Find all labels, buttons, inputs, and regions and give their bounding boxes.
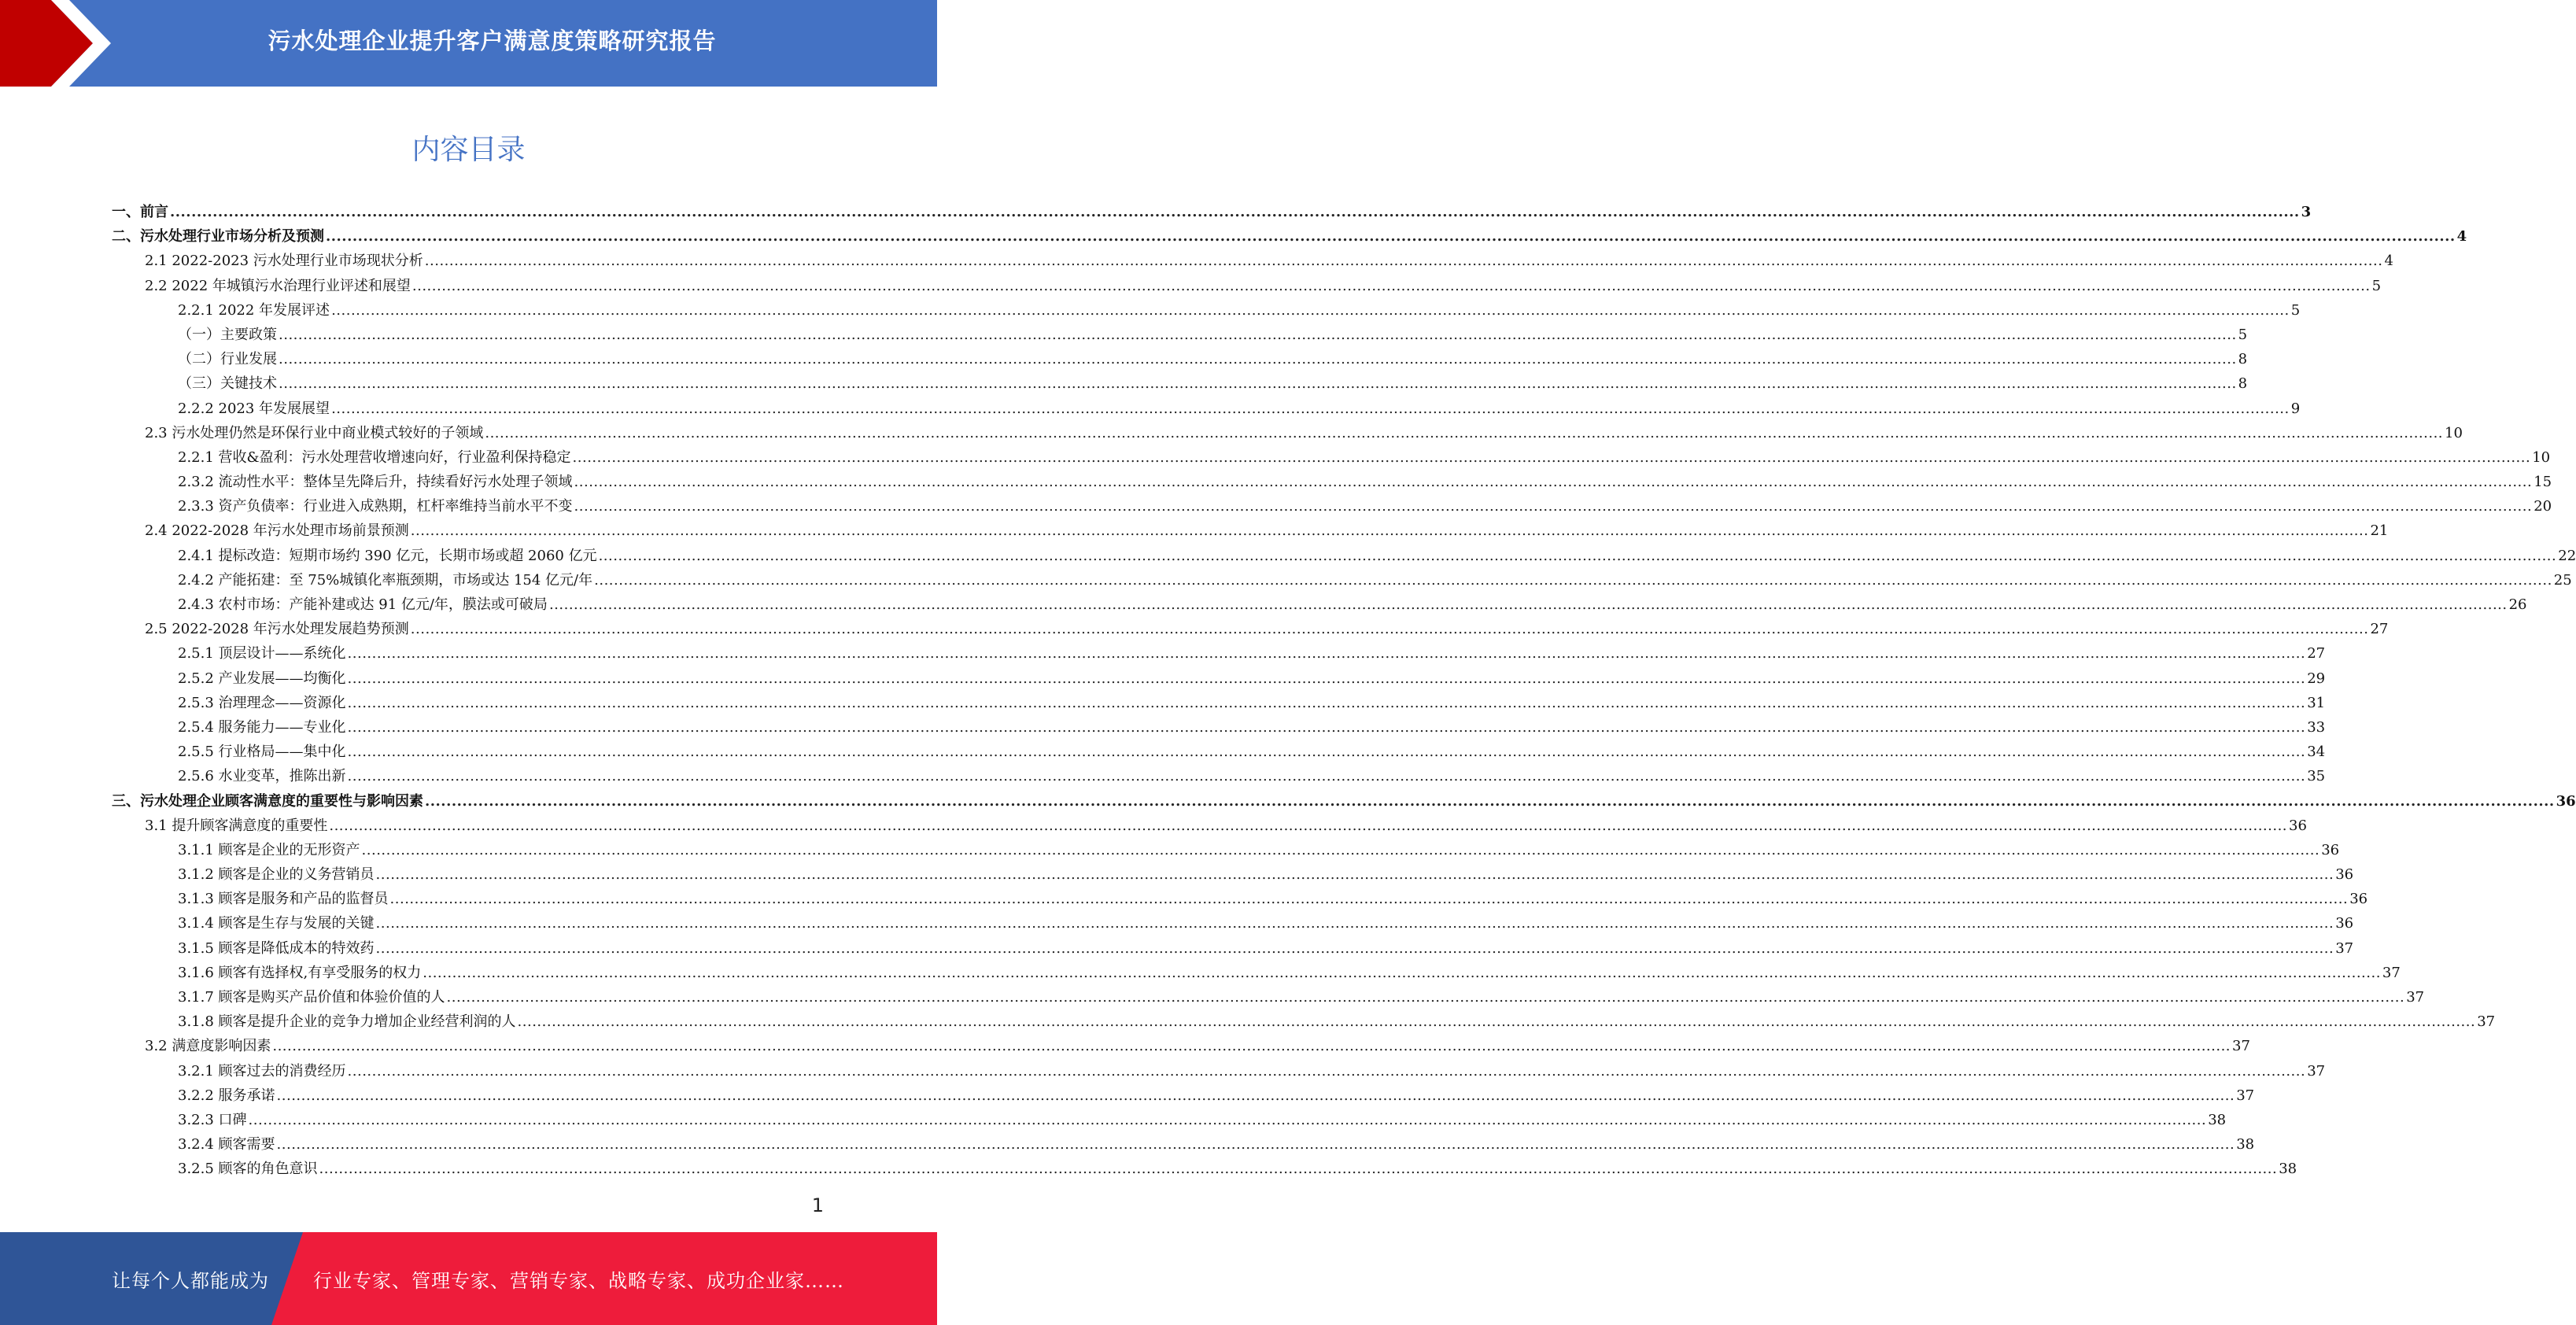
toc-entry[interactable]	[112, 1034, 2250, 1058]
toc-entry-page: 35	[2307, 768, 2326, 785]
toc-entry[interactable]	[112, 641, 2326, 666]
toc-entry[interactable]	[112, 936, 2354, 961]
toc-entry-page: 37	[2232, 1038, 2250, 1055]
toc-entry-title: 2.2.1 营收&盈利：污水处理营收增速向好，行业盈利保持稳定	[178, 448, 571, 466]
toc-entry[interactable]	[112, 1083, 2255, 1108]
toc-entry[interactable]	[112, 592, 2527, 617]
toc-entry[interactable]	[112, 421, 2463, 445]
toc-entry-page: 10	[2445, 424, 2463, 441]
toc-entry-title: 3.1.5 顾客是降低成本的特效药	[178, 939, 375, 957]
toc-entry-page: 3	[2301, 204, 2312, 220]
toc-entry-page: 37	[2382, 964, 2401, 981]
toc-entry[interactable]	[112, 764, 2326, 788]
toc-entry[interactable]	[112, 911, 2354, 936]
toc-leader-dots: ................................................................................................................................................................................................................................................................................................................................................................................................................	[347, 1062, 2306, 1080]
toc-entry[interactable]	[112, 862, 2354, 887]
toc-entry-title: 3.1 提升顾客满意度的重要性	[145, 817, 328, 834]
toc-heading: 内容目录	[411, 134, 526, 166]
page-footer	[0, 1232, 937, 1325]
toc-entry-page: 27	[2370, 621, 2389, 638]
toc-entry-title: （一）主要政策	[178, 326, 277, 343]
toc-entry-title: 3.1.8 顾客是提升企业的竞争力增加企业经营利润的人	[178, 1013, 516, 1031]
toc-entry-page: 37	[2307, 1062, 2326, 1080]
toc-entry-title: 2.2 2022 年城镇污水治理行业评述和展望	[145, 277, 411, 294]
footer-slogan-right: 行业专家、管理专家、营销专家、战略专家、成功企业家……	[313, 1269, 844, 1292]
toc-entry-title: 2.2.2 2023 年发展展望	[178, 400, 330, 417]
toc-leader-dots: ................................................................................................................................................................................................................................................................................................................................................................................................................	[425, 792, 2555, 810]
footer-slogan-left: 让每个人都能成为	[112, 1269, 269, 1292]
toc-entry-page: 25	[2553, 571, 2572, 589]
toc-entry-page: 31	[2307, 694, 2326, 711]
toc-entry-title: 3.1.6 顾客有选择权,有享受服务的权力	[178, 964, 422, 981]
toc-leader-dots: ................................................................................................................................................................................................................................................................................................................................................................................................................	[517, 1013, 2476, 1031]
toc-entry-page: 37	[2406, 989, 2425, 1006]
toc-entry-title: 三、污水处理企业顾客满意度的重要性与影响因素	[112, 792, 423, 810]
toc-entry[interactable]	[112, 544, 2576, 568]
toc-leader-dots: ................................................................................................................................................................................................................................................................................................................................................................................................................	[594, 571, 2552, 589]
toc-entry-page: 8	[2238, 351, 2248, 368]
toc-entry-title: 3.1.1 顾客是企业的无形资产	[178, 841, 360, 858]
toc-entry[interactable]	[112, 224, 2467, 249]
toc-entry-title: 3.2 满意度影响因素	[145, 1038, 271, 1055]
toc-entry-page: 4	[2456, 228, 2467, 245]
toc-entry[interactable]	[112, 617, 2389, 641]
toc-leader-dots: ................................................................................................................................................................................................................................................................................................................................................................................................................	[389, 891, 2349, 908]
toc-entry-page: 38	[2236, 1136, 2255, 1153]
toc-leader-dots: ................................................................................................................................................................................................................................................................................................................................................................................................................	[548, 596, 2508, 613]
toc-entry[interactable]	[112, 371, 2248, 396]
toc-leader-dots: ................................................................................................................................................................................................................................................................................................................................................................................................................	[361, 841, 2320, 858]
toc-entry-title: 3.2.5 顾客的角色意识	[178, 1161, 318, 1178]
toc-entry-title: 2.5.3 治理理念——资源化	[178, 694, 346, 711]
toc-entry-title: 2.3.2 流动性水平：整体呈先降后升，持续看好污水处理子领域	[178, 474, 573, 491]
toc-entry-title: 2.4.1 提标改造：短期市场约 390 亿元，长期市场或超 2060 亿元	[178, 547, 597, 564]
toc-entry[interactable]	[112, 666, 2326, 691]
toc-entry-title: 2.1 2022-2023 污水处理行业市场现状分析	[145, 253, 423, 270]
toc-entry[interactable]	[112, 1132, 2255, 1157]
toc-entry[interactable]	[112, 519, 2389, 543]
toc-entry[interactable]	[112, 691, 2326, 715]
toc-entry[interactable]	[112, 961, 2401, 985]
toc-entry-title: 2.5.4 服务能力——专业化	[178, 718, 346, 736]
toc-entry-title: 2.3 污水处理仍然是环保行业中商业模式较好的子领域	[145, 424, 484, 441]
toc-entry[interactable]	[112, 200, 2312, 224]
toc-leader-dots: ................................................................................................................................................................................................................................................................................................................................................................................................................	[411, 277, 2371, 294]
toc-entry-page: 37	[2236, 1087, 2255, 1104]
toc-entry[interactable]	[112, 985, 2425, 1009]
toc-entry-page: 27	[2307, 645, 2326, 662]
toc-entry[interactable]	[112, 715, 2326, 740]
toc-entry-page: 26	[2508, 596, 2527, 613]
toc-entry-title: （三）关键技术	[178, 375, 277, 393]
toc-entry[interactable]	[112, 1108, 2227, 1132]
toc-leader-dots: ................................................................................................................................................................................................................................................................................................................................................................................................................	[276, 1087, 2235, 1104]
toc-entry-page: 8	[2238, 375, 2248, 393]
toc-entry-title: 3.1.7 顾客是购买产品价值和体验价值的人	[178, 989, 445, 1006]
toc-entry-page: 20	[2534, 498, 2552, 515]
toc-entry[interactable]	[112, 298, 2301, 323]
toc-entry-title: 一、前言	[112, 204, 168, 220]
toc-entry-title: （二）行业发展	[178, 351, 277, 368]
toc-leader-dots: ................................................................................................................................................................................................................................................................................................................................................................................................................	[375, 915, 2334, 932]
toc-leader-dots: ................................................................................................................................................................................................................................................................................................................................................................................................................	[572, 448, 2531, 466]
toc-leader-dots: ................................................................................................................................................................................................................................................................................................................................................................................................................	[347, 768, 2306, 785]
toc-entry[interactable]	[112, 814, 2307, 838]
toc-entry[interactable]	[112, 274, 2382, 298]
toc-leader-dots: ................................................................................................................................................................................................................................................................................................................................................................................................................	[326, 228, 2456, 245]
toc-leader-dots: ................................................................................................................................................................................................................................................................................................................................................................................................................	[485, 424, 2444, 441]
toc-entry[interactable]	[112, 494, 2552, 519]
toc-leader-dots: ................................................................................................................................................................................................................................................................................................................................................................................................................	[598, 547, 2557, 564]
toc-leader-dots: ................................................................................................................................................................................................................................................................................................................................................................................................................	[276, 1136, 2235, 1153]
toc-entry[interactable]	[112, 249, 2393, 273]
toc-entry-title: 2.5 2022-2028 年污水处理发展趋势预测	[145, 621, 409, 638]
toc-entry-title: 3.2.3 口碑	[178, 1111, 247, 1128]
toc-entry-page: 22	[2558, 547, 2576, 564]
toc-entry-page: 33	[2307, 718, 2326, 736]
page-header	[0, 0, 937, 87]
toc-entry-page: 9	[2290, 400, 2301, 417]
toc-entry[interactable]	[112, 445, 2551, 470]
toc-leader-dots: ................................................................................................................................................................................................................................................................................................................................................................................................................	[446, 989, 2405, 1006]
toc-entry-page: 15	[2534, 474, 2552, 491]
toc-entry[interactable]	[112, 1009, 2496, 1034]
toc-leader-dots: ................................................................................................................................................................................................................................................................................................................................................................................................................	[375, 866, 2334, 884]
toc-entry-page: 10	[2532, 448, 2551, 466]
toc-entry-page: 4	[2384, 253, 2393, 270]
toc-entry-page: 5	[2290, 301, 2301, 319]
toc-entry-title: 3.1.2 顾客是企业的义务营销员	[178, 866, 375, 884]
toc-leader-dots: ................................................................................................................................................................................................................................................................................................................................................................................................................	[248, 1111, 2207, 1128]
toc-leader-dots: ................................................................................................................................................................................................................................................................................................................................................................................................................	[347, 670, 2306, 687]
toc-leader-dots: ................................................................................................................................................................................................................................................................................................................................................................................................................	[329, 817, 2288, 834]
toc-leader-dots: ................................................................................................................................................................................................................................................................................................................................................................................................................	[279, 351, 2237, 368]
toc-entry-page: 21	[2370, 522, 2389, 540]
toc-entry[interactable]	[112, 568, 2572, 592]
page-number: 1	[811, 1194, 824, 1216]
toc-entry[interactable]	[112, 838, 2340, 862]
toc-entry[interactable]	[112, 740, 2326, 764]
toc-leader-dots: ................................................................................................................................................................................................................................................................................................................................................................................................................	[319, 1161, 2278, 1178]
toc-entry-title: 2.5.2 产业发展——均衡化	[178, 670, 346, 687]
toc-leader-dots: ................................................................................................................................................................................................................................................................................................................................................................................................................	[347, 718, 2306, 736]
toc-entry[interactable]	[112, 887, 2368, 911]
toc-entry[interactable]	[112, 1157, 2297, 1181]
toc-entry[interactable]	[112, 470, 2552, 494]
toc-entry-title: 3.2.1 顾客过去的消费经历	[178, 1062, 346, 1080]
toc-entry-title: 2.2.1 2022 年发展评述	[178, 301, 330, 319]
toc-entry-title: 2.3.3 资产负债率：行业进入成熟期，杠杆率维持当前水平不变	[178, 498, 573, 515]
toc-entry-page: 34	[2307, 744, 2326, 761]
toc-entry-title: 3.2.4 顾客需要	[178, 1136, 275, 1153]
toc-entry[interactable]	[112, 347, 2248, 371]
toc-entry-page: 36	[2349, 891, 2368, 908]
toc-entry-page: 38	[2279, 1161, 2297, 1178]
toc-leader-dots: ................................................................................................................................................................................................................................................................................................................................................................................................................	[279, 326, 2237, 343]
toc-entry-title: 2.4.3 农村市场：产能补建或达 91 亿元/年，膜法或可破局	[178, 596, 548, 613]
toc-leader-dots: ................................................................................................................................................................................................................................................................................................................................................................................................................	[375, 939, 2334, 957]
toc-leader-dots: ................................................................................................................................................................................................................................................................................................................................................................................................................	[331, 301, 2290, 319]
toc-entry-title: 3.2.2 服务承诺	[178, 1087, 275, 1104]
toc-leader-dots: ................................................................................................................................................................................................................................................................................................................................................................................................................	[424, 253, 2383, 270]
toc-entry-title: 2.5.6 水业变革，推陈出新	[178, 768, 346, 785]
toc-entry[interactable]	[112, 397, 2301, 421]
toc-leader-dots: ................................................................................................................................................................................................................................................................................................................................................................................................................	[347, 694, 2306, 711]
toc-leader-dots: ................................................................................................................................................................................................................................................................................................................................................................................................................	[574, 498, 2533, 515]
toc-entry[interactable]	[112, 1059, 2326, 1083]
toc-entry-page: 37	[2477, 1013, 2496, 1031]
toc-entry-page: 36	[2556, 792, 2576, 810]
toc-entry-page: 37	[2335, 939, 2354, 957]
toc-entry-title: 2.5.1 顶层设计——系统化	[178, 645, 346, 662]
toc-entry-title: 2.4 2022-2028 年污水处理市场前景预测	[145, 522, 409, 540]
toc-leader-dots: ................................................................................................................................................................................................................................................................................................................................................................................................................	[574, 474, 2533, 491]
report-title: 污水处理企业提升客户满意度策略研究报告	[268, 27, 717, 54]
toc-entry-title: 2.5.5 行业格局——集中化	[178, 744, 346, 761]
toc-entry-page: 36	[2321, 841, 2340, 858]
toc-entry-title: 3.1.4 顾客是生存与发展的关键	[178, 915, 375, 932]
toc-entry-page: 38	[2208, 1111, 2227, 1128]
toc-leader-dots: ................................................................................................................................................................................................................................................................................................................................................................................................................	[331, 400, 2290, 417]
toc-entry-page: 36	[2335, 866, 2354, 884]
toc-entry-title: 2.4.2 产能拓建：至 75%城镇化率瓶颈期，市场或达 154 亿元/年	[178, 571, 593, 589]
toc-leader-dots: ................................................................................................................................................................................................................................................................................................................................................................................................................	[423, 964, 2381, 981]
table-of-contents	[112, 200, 2576, 1182]
toc-leader-dots: ................................................................................................................................................................................................................................................................................................................................................................................................................	[170, 204, 2300, 220]
toc-entry[interactable]	[112, 789, 2576, 814]
toc-leader-dots: ................................................................................................................................................................................................................................................................................................................................................................................................................	[279, 375, 2237, 393]
toc-entry-page: 5	[2238, 326, 2248, 343]
toc-entry-page: 29	[2307, 670, 2326, 687]
toc-leader-dots: ................................................................................................................................................................................................................................................................................................................................................................................................................	[410, 522, 2369, 540]
toc-leader-dots: ................................................................................................................................................................................................................................................................................................................................................................................................................	[410, 621, 2369, 638]
toc-entry-title: 二、污水处理行业市场分析及预测	[112, 228, 324, 245]
toc-leader-dots: ................................................................................................................................................................................................................................................................................................................................................................................................................	[347, 645, 2306, 662]
toc-entry-title: 3.1.3 顾客是服务和产品的监督员	[178, 891, 389, 908]
toc-entry-page: 36	[2289, 817, 2307, 834]
toc-entry[interactable]	[112, 323, 2248, 347]
toc-leader-dots: ................................................................................................................................................................................................................................................................................................................................................................................................................	[347, 744, 2306, 761]
toc-entry-page: 36	[2335, 915, 2354, 932]
toc-entry-page: 5	[2371, 277, 2382, 294]
toc-leader-dots: ................................................................................................................................................................................................................................................................................................................................................................................................................	[272, 1038, 2231, 1055]
